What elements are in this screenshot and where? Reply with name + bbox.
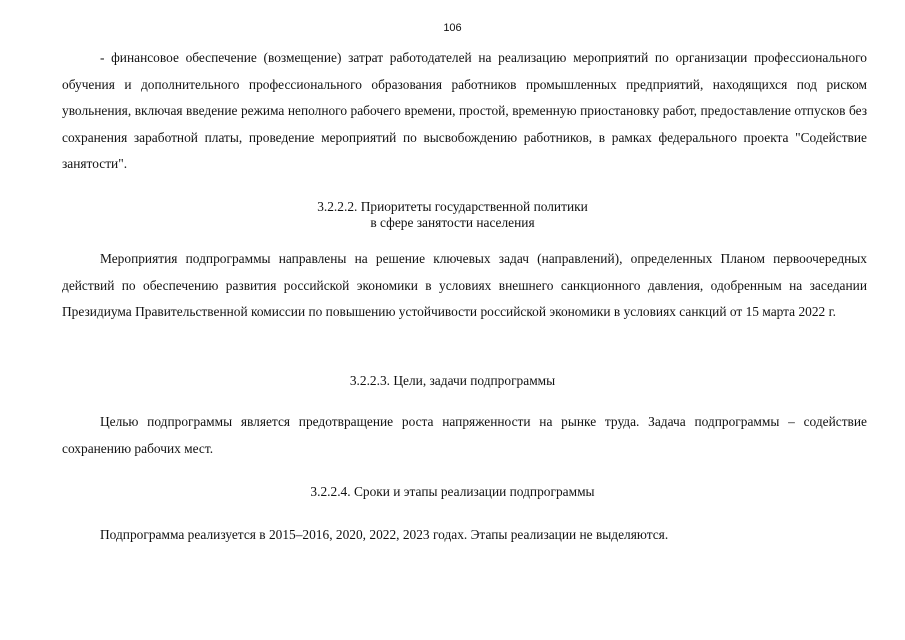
paragraph-timeline [62,522,867,549]
paragraph-priorities-text: Мероприятия подпрограммы направлены на решение ключевых задач (направлений), определенных Планом первоочередных действий по обеспечению развития российской экономики в условиях внешнего санкционного давления, одобренным на заседании Президиума Правительственной комиссии по повышению устойчивости российской экономики в условиях санкций от 15 марта 2022 г. [62,251,867,319]
paragraph-timeline-text: Подпрограмма реализуется в 2015–2016, 2020, 2022, 2023 годах. Этапы реализации не выделяются. [100,527,669,542]
paragraph-priorities [62,246,867,326]
section-heading-priorities-line-2: в сфере занятости населения [370,215,535,230]
section-heading-goals-text: 3.2.2.3. Цели, задачи подпрограммы [349,373,556,388]
paragraph-funding [62,45,867,178]
section-heading-timeline [0,484,905,500]
section-heading-goals [0,373,905,389]
page-number: 106 [443,22,462,34]
paragraph-funding-text: - финансовое обеспечение (возмещение) затрат работодателей на реализацию мероприятий по организации профессионального обучения и дополнительного профессионального образования работников промышленных предприятий, находящихся под риском увольнения, включая введение режима неполного рабочего времени, простой, временную приостановку работ, предоставление отпусков без сохранения заработной платы, проведение мероприятий по высвобождению работников, в рамках федерального проекта "Содействие занятости". [62,50,867,171]
paragraph-goals [62,409,867,462]
section-heading-priorities-line-1: 3.2.2.2. Приоритеты государственной политики [317,199,588,214]
paragraph-goals-text: Целью подпрограммы является предотвращение роста напряженности на рынке труда. Задача подпрограммы – содействие сохранению рабочих мест. [62,414,867,456]
section-heading-timeline-text: 3.2.2.4. Сроки и этапы реализации подпрограммы [310,484,595,499]
section-heading-priorities [0,199,905,231]
